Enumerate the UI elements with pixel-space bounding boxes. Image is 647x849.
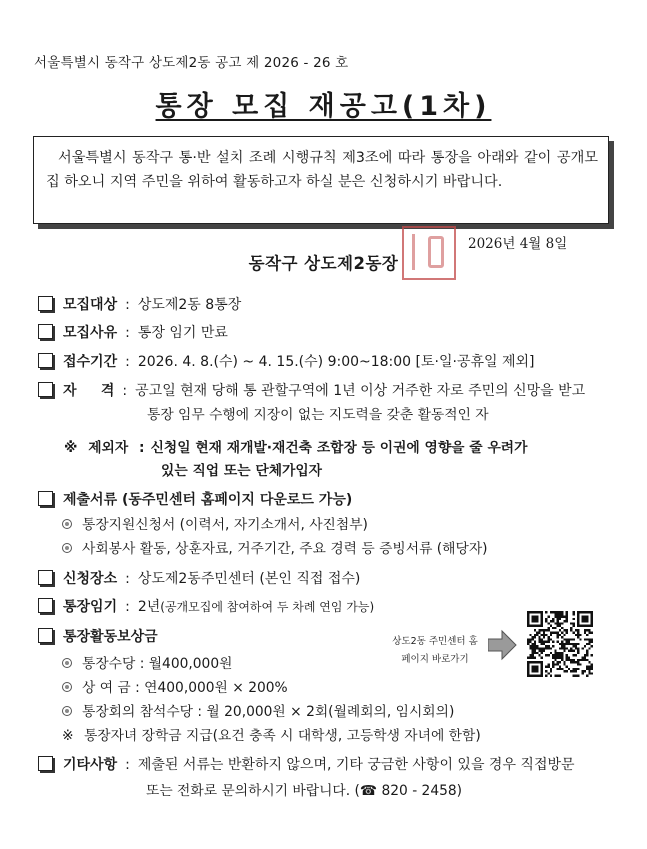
etc-line1: 제출된 서류는 반환하지 않으며, 기타 궁금한 사항이 있을 경우 직접방문 [137,757,575,773]
intro-text: 서울특별시 동작구 통·반 설치 조례 시행규칙 제3조에 따라 통장을 아래와 같이 공개모집 하오니 지역 주민을 위하여 활동하고자 하실 분은 신청하시기 바랍니다. [46,150,598,190]
section-reason: 모집사유 : 통장 임기 만료 [38,322,228,342]
intro-box [33,136,609,224]
checkbox-square-icon [38,756,53,771]
arrow-right-icon [488,629,518,661]
checkbox-square-icon [38,382,53,397]
section-documents: 제출서류 (동주민센터 홈페이지 다운로드 가능) [38,489,352,509]
checkbox-square-icon [38,570,53,585]
place-value: 상도제2동주민센터 (본인 직접 접수) [137,571,361,587]
section-period: 접수기간 : 2026. 4. 8.(수) ~ 4. 15.(수) 9:00~18:00 [토·일·공휴일 제외] [38,351,534,371]
term-note: (공개모집에 참여하여 두 차례 연임 가능) [160,600,375,614]
checkbox-square-icon [38,491,53,506]
compensation-note: ※ 통장자녀 장학금 지급(요건 충족 시 대학생, 고등학생 자녀에 한함) [62,728,481,744]
notice-number: 서울특별시 동작구 상도제2동 공고 제 2026 - 26 호 [34,55,349,71]
list-item: 통장회의 참석수당 : 월 20,000원 × 2회(월례회의, 임시회의) [62,700,454,720]
exclusion-line1: ※ 제외자 : 신청일 현재 재개발·재건축 조합장 등 이권에 영향을 줄 우려가 [64,440,528,456]
checkbox-square-icon [38,324,53,339]
etc-line2: 또는 전화로 문의하시기 바랍니다. (☎ 820 - 2458) [146,783,463,799]
section-term: 통장임기 : 2년(공개모집에 참여하여 두 차례 연임 가능) [38,596,374,616]
section-etc: 기타사항 : 제출된 서류는 반환하지 않으며, 기타 궁금한 사항이 있을 경우 직접방문 [38,754,575,774]
circle-bullet-icon [62,658,72,668]
section-compensation: 통장활동보상금 [38,626,158,646]
list-item: 통장수당 : 월400,000원 [62,652,232,672]
list-item: 통장지원신청서 (이력서, 자기소개서, 사진첨부) [62,513,368,533]
target-value: 상도제2동 8통장 [137,297,242,313]
qualification-line2: 통장 임무 수행에 지장이 없는 지도력을 갖춘 활동적인 자 [147,407,489,423]
list-item: 사회봉사 활동, 상훈자료, 거주기간, 주요 경력 등 증빙서류 (해당자) [62,537,488,557]
section-place: 신청장소 : 상도제2동주민센터 (본인 직접 접수) [38,568,360,588]
issuer: 동작구 상도제2동장 [248,254,399,273]
term-value: 2년 [137,599,161,615]
period-value: 2026. 4. 8.(수) ~ 4. 15.(수) 9:00~18:00 [토·일·공휴일 제외] [137,354,535,370]
circle-bullet-icon [62,543,72,553]
circle-bullet-icon [62,682,72,692]
notice-date: 2026년 4월 8일 [468,236,568,252]
exclusion-line2: 있는 직업 또는 단체가입자 [161,463,323,479]
checkbox-square-icon [38,598,53,613]
checkbox-square-icon [38,353,53,368]
checkbox-square-icon [38,628,53,643]
circle-bullet-icon [62,706,72,716]
qr-code[interactable] [527,611,593,677]
circle-bullet-icon [62,519,72,529]
list-item: 상 여 금 : 연400,000원 × 200% [62,676,288,696]
page-title: 통장 모집 재공고(1차) [155,91,492,122]
reason-value: 통장 임기 만료 [137,325,228,341]
qr-label: 상도2동 주민센터 홈페이지 바로가기 [392,636,478,665]
section-qualification: 자 격 : 공고일 현재 당해 통 관할구역에 1년 이상 거주한 자로 주민의 신망을 받고 [38,380,585,400]
section-target: 모집대상 : 상도제2동 8통장 [38,294,241,314]
qualification-line1: 공고일 현재 당해 통 관할구역에 1년 이상 거주한 자로 주민의 신망을 받고 [135,383,586,399]
checkbox-square-icon [38,296,53,311]
